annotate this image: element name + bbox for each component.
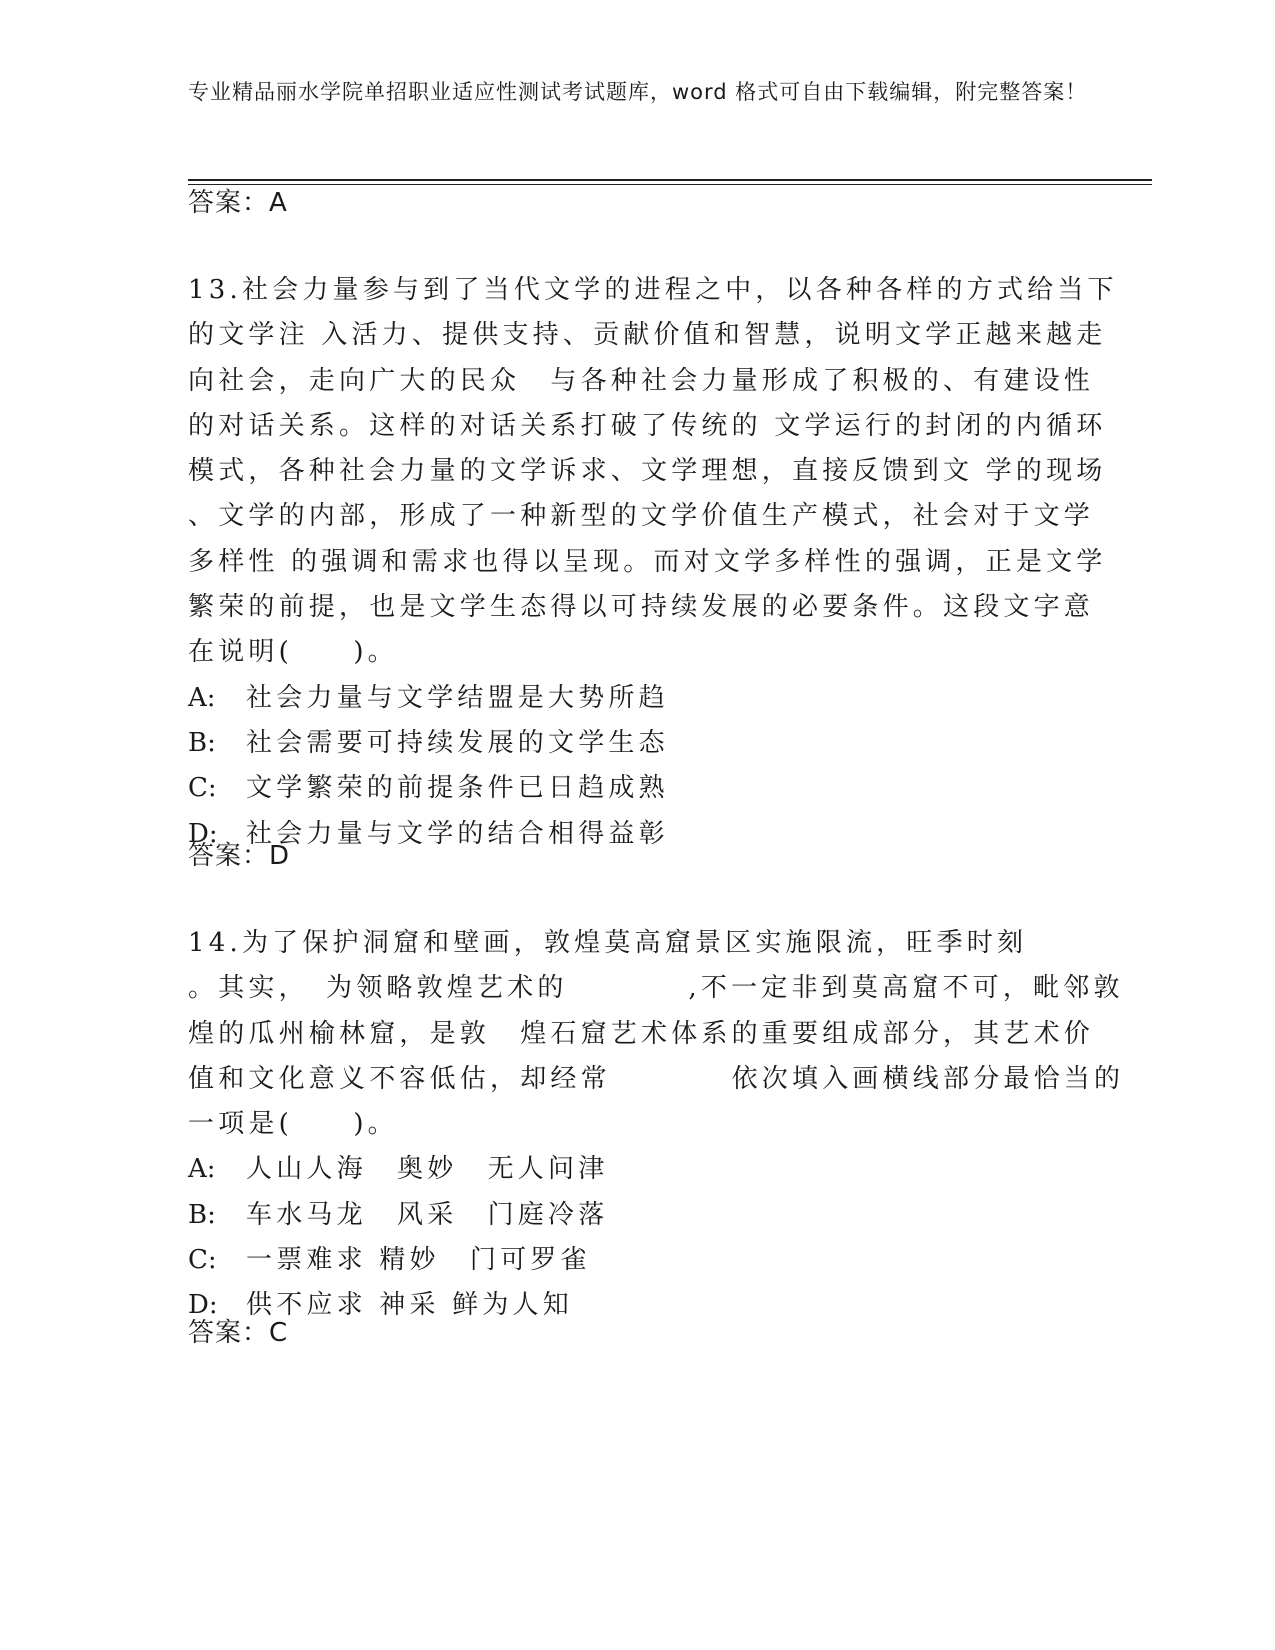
stem-line: 的文学注 入活力、提供支持、贡献价值和智慧，说明文学正越来越走: [188, 320, 1107, 351]
option-key: C:: [188, 1245, 217, 1276]
option-key: B:: [188, 727, 216, 758]
option-b: [188, 1193, 1068, 1238]
stem-line: 多样性 的强调和需求也得以呈现。而对文学多样性的强调，正是文学: [188, 546, 1107, 577]
stem-line: 一项是( )。: [188, 1109, 398, 1140]
option-b: [188, 721, 1068, 766]
option-key: C:: [188, 773, 217, 804]
stem-line: 向社会，走向广大的民众 与各种社会力量形成了积极的、有建设性: [188, 365, 1095, 396]
stem-line: 13.社会力量参与到了当代文学的进程之中，以各种各样的方式给当下: [188, 275, 1118, 305]
question-13-options: [188, 676, 1068, 857]
option-key: D:: [188, 818, 218, 849]
header-divider-thin: [188, 184, 1152, 185]
question-13-answer: 答案：D: [188, 841, 291, 871]
stem-line: 煌的瓜州榆林窟，是敦 煌石窟艺术体系的重要组成部分，其艺术价: [188, 1018, 1095, 1049]
previous-answer: 答案：A: [188, 188, 288, 218]
question-14-options: [188, 1147, 1068, 1328]
stem-line: 繁荣的前提，也是文学生态得以可持续发展的必要条件。这段文字意: [188, 592, 1095, 623]
stem-line: 值和文化意义不容低估，却经常 依次填入画横线部分最恰当的: [188, 1063, 1125, 1094]
question-14: [188, 921, 1125, 1329]
option-a: [188, 1147, 1068, 1192]
page-header: 专业精品丽水学院单招职业适应性测试考试题库，word 格式可自由下载编辑，附完整答案！: [188, 80, 1088, 104]
option-key: A:: [188, 1154, 216, 1185]
option-text: 社会需要可持续发展的文学生态: [246, 727, 669, 758]
stem-line: 。其实， 为领略敦煌艺术的 ,不一定非到莫高窟不可，毗邻敦: [188, 973, 1124, 1004]
stem-line: 14.为了保护洞窟和壁画，敦煌莫高窟景区实施限流，旺季时刻: [188, 928, 1028, 958]
stem-line: 、文学的内部，形成了一种新型的文学价值生产模式，社会对于文学: [188, 501, 1095, 532]
option-key: A:: [188, 682, 216, 713]
option-c: [188, 1238, 1068, 1283]
stem-line: 模式，各种社会力量的文学诉求、文学理想，直接反馈到文 学的现场: [188, 456, 1107, 487]
question-13: [188, 268, 1118, 857]
option-d: [188, 1283, 1068, 1328]
question-13-stem: [188, 268, 1118, 676]
option-a: [188, 676, 1068, 721]
header-divider-thick: [188, 179, 1152, 181]
option-key: B:: [188, 1199, 216, 1230]
question-14-stem: [188, 921, 1125, 1147]
option-text: 人山人海 奥妙 无人问津: [246, 1154, 609, 1185]
option-text: 文学繁荣的前提条件已日趋成熟: [246, 773, 669, 804]
option-c: [188, 766, 1068, 811]
option-text: 一票难求 精妙 门可罗雀: [246, 1245, 591, 1276]
stem-line: 在说明( )。: [188, 637, 398, 668]
option-text: 供不应求 神采 鲜为人知: [246, 1290, 573, 1321]
question-14-answer: 答案：C: [188, 1318, 289, 1348]
option-key: D:: [188, 1290, 218, 1321]
option-text: 社会力量与文学结盟是大势所趋: [246, 682, 669, 713]
option-d: [188, 812, 1068, 857]
option-text: 社会力量与文学的结合相得益彰: [246, 818, 669, 849]
stem-line: 的对话关系。这样的对话关系打破了传统的 文学运行的封闭的内循环: [188, 410, 1107, 441]
option-text: 车水马龙 风采 门庭冷落: [246, 1199, 609, 1230]
